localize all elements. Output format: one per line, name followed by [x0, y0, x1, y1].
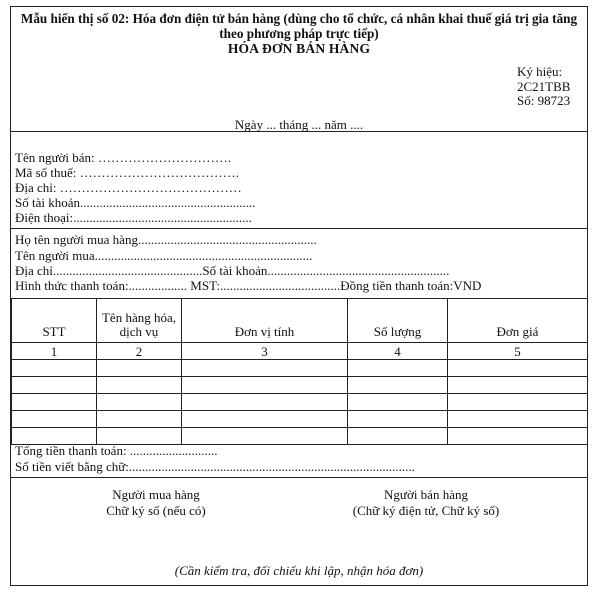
divider: [11, 228, 587, 229]
table-cell: [182, 377, 348, 394]
table-cell: [182, 428, 348, 445]
table-row: [12, 411, 588, 428]
col-header-stt: STT: [12, 299, 97, 343]
table-cell: [448, 428, 588, 445]
seller-signature-note: (Chữ ký điện tử, Chữ ký số): [352, 503, 500, 518]
amount-in-words: Số tiền viết bằng chữ:........................................................................................: [15, 459, 415, 474]
seller-signature-block: [326, 487, 526, 519]
table-header-row: [12, 299, 588, 343]
seller-signature-title: Người bán hàng: [384, 487, 468, 502]
invoice-form: [10, 6, 588, 586]
buyer-signature-note: Chữ ký số (nếu có): [106, 503, 206, 518]
invoice-date: Ngày ... tháng ... năm ....: [234, 117, 364, 132]
invoice-symbol-block: [517, 65, 570, 109]
seller-phone: Điện thoại:.......................................................: [15, 210, 252, 225]
items-table: [11, 298, 588, 445]
column-number-row: [12, 343, 588, 360]
seller-address: Địa chỉ: ……………………………………: [15, 180, 242, 195]
table-row: [12, 377, 588, 394]
table-cell: [182, 394, 348, 411]
table-cell: [97, 411, 182, 428]
invoice-number: Số: 98723: [517, 93, 571, 108]
buyer-signature-title: Người mua hàng: [112, 487, 200, 502]
table-cell: [182, 360, 348, 377]
col-header-quantity: Số lượng: [348, 299, 448, 343]
table-row: [12, 360, 588, 377]
col-header-item-name: Tên hàng hóa, dịch vụ: [97, 299, 182, 343]
seller-tax-code: Mã số thuế: ……………………………….: [15, 165, 239, 180]
table-cell: [12, 428, 97, 445]
seller-name: Tên người bán: ………………………….: [15, 150, 232, 165]
col-number: 4: [348, 343, 448, 360]
symbol-label: Ký hiệu:: [517, 64, 563, 79]
table-cell: [348, 377, 448, 394]
buyer-full-name: Họ tên người mua hàng.......................................................: [15, 232, 317, 247]
table-cell: [12, 360, 97, 377]
template-title: Mẫu hiển thị số 02: Hóa đơn điện tử bán hàng (dùng cho tổ chức, cá nhân khai thuế giá trị gia tăng: [20, 11, 578, 26]
invoice-header: [11, 7, 587, 131]
payment-method-line: Hình thức thanh toán:.................. MST:.....................................Đồng tiền thanh toán:VND: [15, 278, 482, 293]
table-cell: [12, 394, 97, 411]
table-cell: [182, 411, 348, 428]
table-row: [12, 394, 588, 411]
table-cell: [97, 394, 182, 411]
total-payment: Tổng tiền thanh toán: ...........................: [15, 443, 218, 458]
table-cell: [12, 411, 97, 428]
col-number: 5: [448, 343, 588, 360]
buyer-address-account: Địa chỉ..............................................Số tài khoản........................................................: [15, 263, 450, 278]
table-cell: [97, 428, 182, 445]
col-header-unit: Đơn vị tính: [182, 299, 348, 343]
table-cell: [448, 377, 588, 394]
table-cell: [448, 411, 588, 428]
col-number: 3: [182, 343, 348, 360]
table-cell: [348, 360, 448, 377]
table-cell: [97, 377, 182, 394]
table-cell: [448, 360, 588, 377]
table-cell: [97, 360, 182, 377]
table-cell: [12, 377, 97, 394]
buyer-signature-block: [61, 487, 251, 519]
table-cell: [348, 428, 448, 445]
seller-account: Số tài khoản......................................................: [15, 195, 256, 210]
template-subtitle: theo phương pháp trực tiếp): [219, 26, 379, 41]
table-cell: [448, 394, 588, 411]
footer-note: (Cần kiểm tra, đối chiếu khi lập, nhận hóa đơn): [174, 563, 424, 578]
symbol-value: 2C21TBB: [517, 78, 571, 94]
table-cell: [348, 411, 448, 428]
divider: [11, 477, 587, 478]
col-number: 1: [12, 343, 97, 360]
table-cell: [348, 394, 448, 411]
col-number: 2: [97, 343, 182, 360]
buyer-name: Tên người mua...................................................................: [15, 248, 313, 263]
document-title: HÓA ĐƠN BÁN HÀNG: [227, 41, 371, 56]
col-header-unit-price: Đơn giá: [448, 299, 588, 343]
divider: [11, 131, 587, 132]
table-row: [12, 428, 588, 445]
